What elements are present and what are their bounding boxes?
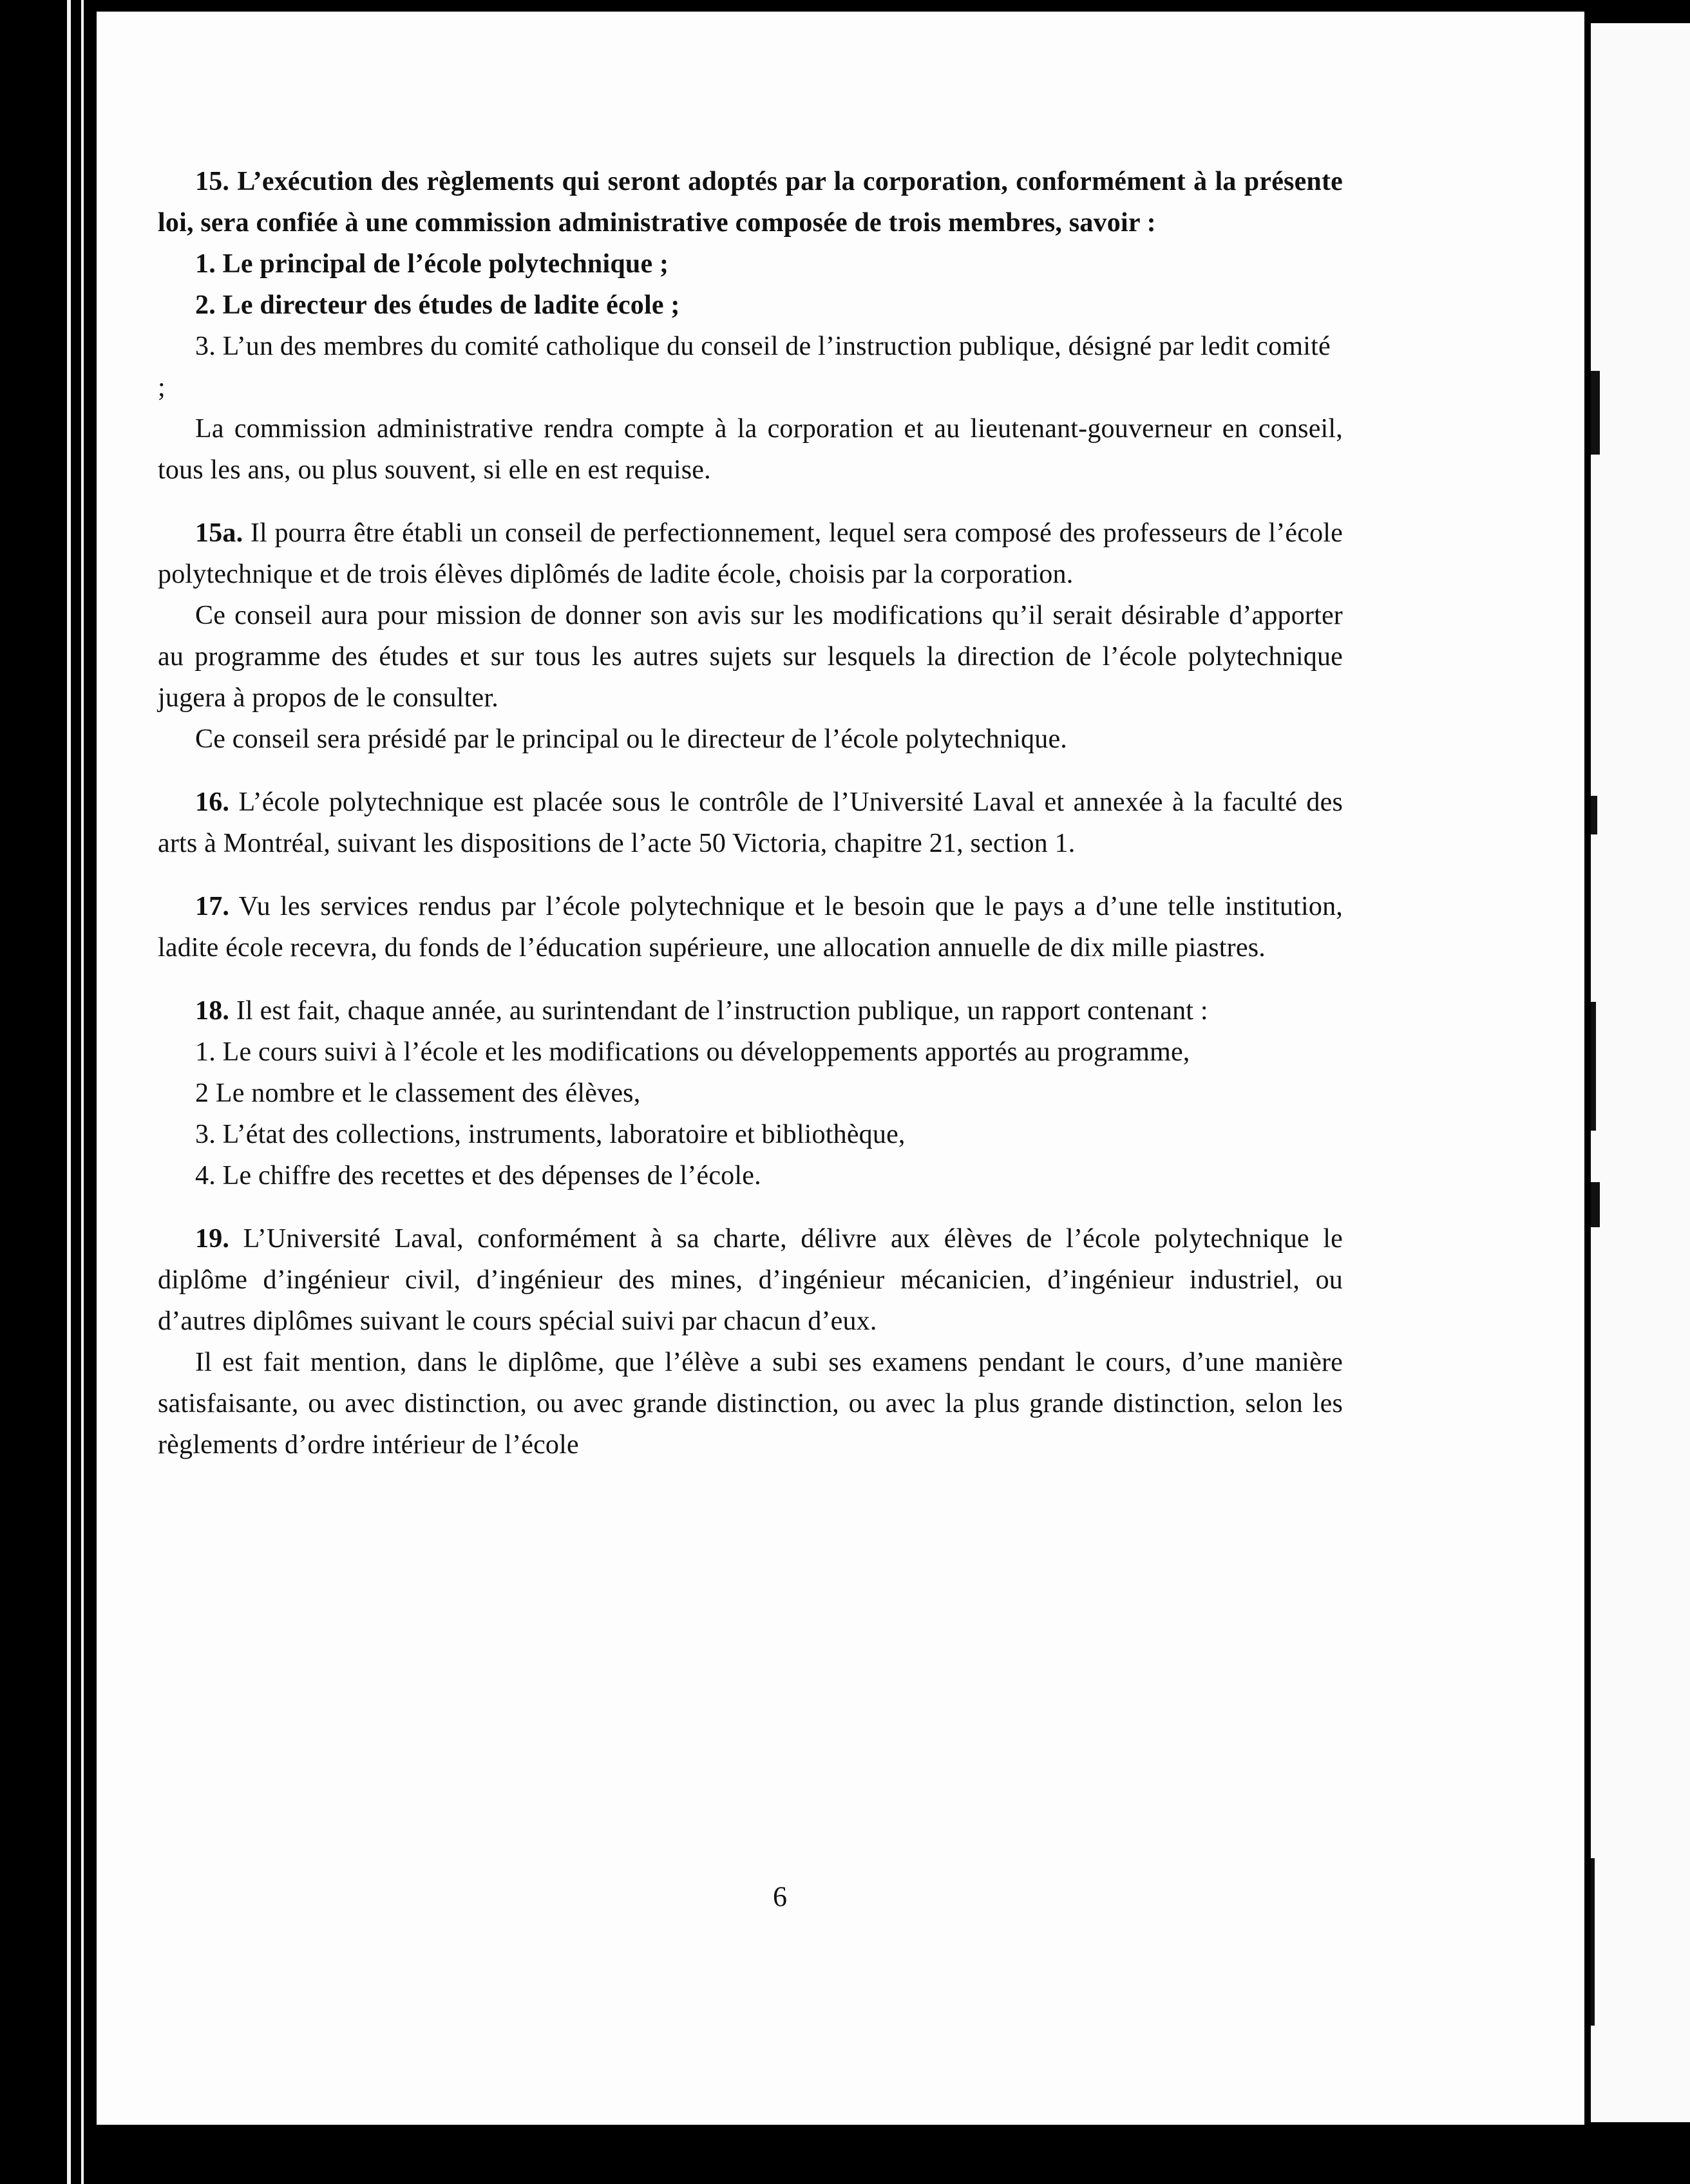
list-item: 2. Le directeur des études de ladite école ; [195,290,680,320]
paragraph: Il est fait mention, dans le diplôme, que l’élève a subi ses examens pendant le cours, d’une manière satisfaisante, ou avec distinction, ou avec grande distinction, ou avec la plus grande distinction, selon les règlements d’ordre intérieur de l’école [158,1348,1343,1460]
article-17 [158,886,1343,968]
ink-mark [1591,1002,1596,1131]
article-18 [158,990,1343,1031]
facing-page-edge [1591,23,1690,2122]
article-number: 15. [195,167,230,196]
article-text: L’Université Laval, conformément à sa charte, délivre aux élèves de l’école polytechnique le diplôme d’ingénieur civil, d’ingénieur des mines, d’ingénieur mécanicien, d’ingénieur industriel, ou d’autres diplômes suivant le cours spécial suivi par chacun d’eux. [158,1224,1343,1336]
article-text: Il est fait, chaque année, au surintendant de l’instruction publique, un rapport contenant : [236,996,1208,1026]
paragraph: Ce conseil sera présidé par le principal ou le directeur de l’école polytechnique. [195,724,1068,754]
list-item: 3. L’un des membres du comité catholique du conseil de l’instruction publique, désigné par ledit comité ; [158,332,1331,402]
article-text: L’exécution des règlements qui seront adoptés par la corporation, conformément à la présente loi, sera confiée à une commission administrative composée de trois membres, savoir : [158,167,1343,238]
list-item: 2 Le nombre et le classement des élèves, [195,1078,641,1108]
list-item: 3. L’état des collections, instruments, laboratoire et bibliothèque, [195,1120,906,1149]
paragraph: Ce conseil aura pour mission de donner son avis sur les modifications qu’il serait désirable d’apporter au programme des études et sur tous les autres sujets sur lesquels la direction de l’école polytechnique jugera à propos de le consulter. [158,601,1343,713]
ink-mark [1591,1182,1600,1227]
page-text [158,161,1343,1465]
article-19 [158,1218,1343,1342]
article-16 [158,782,1343,864]
article-15a [158,513,1343,595]
article-text: Vu les services rendus par l’école polytechnique et le besoin que le pays a d’une telle institution, ladite école recevra, du fonds de l’éducation supérieure, une allocation annuelle de dix mille piastres. [158,892,1343,963]
list-item: 1. Le principal de l’école polytechnique ; [195,249,669,279]
ink-mark [1591,796,1597,834]
article-number: 15a. [195,518,243,548]
list-item: 1. Le cours suivi à l’école et les modifications ou développements apportés au programme, [195,1037,1190,1067]
edge-line [67,0,71,2184]
ink-mark [1591,371,1600,455]
article-text: L’école polytechnique est placée sous le contrôle de l’Université Laval et annexée à la faculté des arts à Montréal, suivant les dispositions de l’acte 50 Victoria, chapitre 21, section 1. [158,787,1343,858]
article-number: 16. [195,787,230,817]
edge-line [81,0,84,2184]
article-number: 18. [195,996,230,1026]
article-number: 17. [195,892,230,921]
left-binding-edge [0,0,97,2184]
list-item: 4. Le chiffre des recettes et des dépenses de l’école. [195,1161,761,1191]
paragraph: La commission administrative rendra compte à la corporation et au lieutenant-gouverneur en conseil, tous les ans, ou plus souvent, si elle en est requise. [158,414,1343,485]
page-number: 6 [773,1881,787,1912]
ink-mark [1591,1858,1595,2026]
article-number: 19. [195,1224,230,1254]
article-15 [158,161,1343,243]
article-text: Il pourra être établi un conseil de perfectionnement, lequel sera composé des professeurs de l’école polytechnique et de trois élèves diplômés de ladite école, choisis par la corporation. [158,518,1343,589]
